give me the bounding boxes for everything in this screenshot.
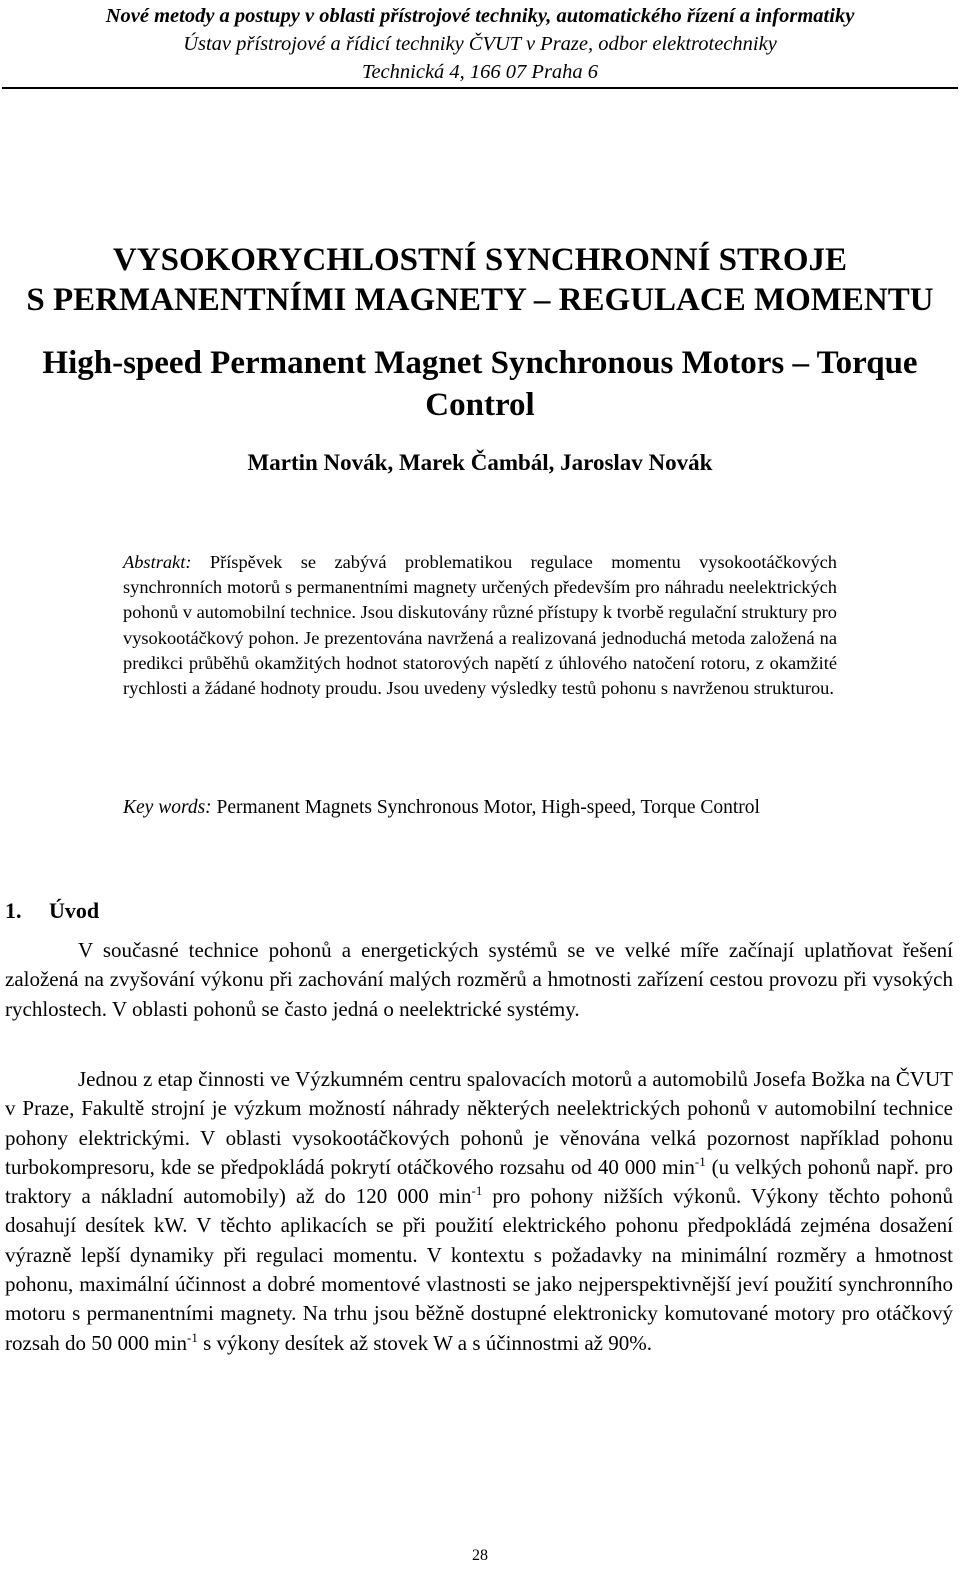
paragraph-2-part1: Jednou z etap činnosti ve Výzkumném centru spalovacích motorů a automobilů Josefa Božka na ČVUT v Praze, Fakultě strojní je výzkum možností náhrady některých neelektrických pohonů v automobilní technice pohony elektrickými. V oblasti vysokootáčkových pohonů je věnována velká pozornost například pohonu turbokompresoru, kde se předpokládá pokrytí otáčkového rozsahu od 40 000 min [5,1067,953,1179]
title-en-line2: Control [425,387,535,423]
abstract-label: Abstrakt: [123,552,192,572]
keywords [123,794,883,822]
title-en-line1: High-speed Permanent Magnet Synchronous Motors – Torque [42,345,918,381]
keywords-label: Key words: [123,797,212,818]
paragraph-2 [5,1065,953,1358]
paragraph-2-part3: pro pohony nižších výkonů. Výkony těchto pohonů dosahují desítek kW. V těchto aplikacích se při použití elektrického pohonu předpokládá zejména dosažení výrazně lepší dynamiky při regulaci momentu. V kontextu s požadavky na minimální rozměry a hmotnost pohonu, maximální účinnost a dobré momentové vlastnosti se jako nejperspektivnější jeví použití synchronního motoru s permanentními magnety. Na trhu jsou běžně dostupné elektronicky komutované motory pro otáčkový rozsah do 50 000 min [5,1184,954,1355]
paragraph-2-part4: s výkony desítek až stovek W a s účinnostmi až 90%. [197,1330,652,1355]
section-heading [5,896,99,926]
superscript: -1 [186,1329,198,1345]
header-divider [2,87,958,89]
superscript: -1 [694,1153,706,1169]
header-address: Technická 4, 166 07 Praha 6 [361,61,599,83]
paper-title-czech [0,240,960,320]
keywords-text: Permanent Magnets Synchronous Motor, High-speed, Torque Control [211,797,760,818]
page-header [0,2,960,86]
title-cz-line2: S PERMANENTNÍMI MAGNETY – REGULACE MOMENTU [26,282,934,318]
section-number: 1. [5,898,22,923]
paper-title-english [0,342,960,426]
header-conference-title: Nové metody a postupy v oblasti přístrojové techniky, automatického řízení a informatiky [105,5,855,27]
superscript: -1 [471,1183,483,1199]
paragraph-2-part2: (u velkých pohonů např. pro traktory a nákladní automobily) až do 120 000 min [5,1154,953,1209]
authors: Martin Novák, Marek Čambál, Jaroslav Novák [247,450,713,475]
abstract-text: Příspěvek se zabývá problematikou regulace momentu vysokootáčkových synchronních motorů s permanentními magnety určených především pro náhradu neelektrických pohonů v automobilní technice. Jsou diskutovány různé přístupy k tvorbě regulační struktury pro vysokootáčkový pohon. Je prezentována navržená a realizovaná jednoduchá metoda založená na predikci průběhů okamžitých hodnot statorových napětí z úhlového natočení rotoru, z okamžité rychlosti a žádané hodnoty proudu. Jsou uvedeny výsledky testů pohonu s navrženou strukturou. [123,552,837,699]
header-institute: Ústav přístrojové a řídicí techniky ČVUT v Praze, odbor elektrotechniky [183,33,777,55]
paragraph-1: V současné technice pohonů a energetických systémů se ve velké míře začínají uplatňovat řešení založená na zvyšování výkonu při zachování malých rozměrů a hmotnosti zařízení cestou provozu při vysokých rychlostech. V oblasti pohonů se často jedná o neelektrické systémy. [5,938,953,1021]
page-number: 28 [472,1547,488,1564]
abstract [123,550,837,701]
section-title: Úvod [49,898,100,923]
title-cz-line1: VYSOKORYCHLOSTNÍ SYNCHRONNÍ STROJE [112,242,848,278]
